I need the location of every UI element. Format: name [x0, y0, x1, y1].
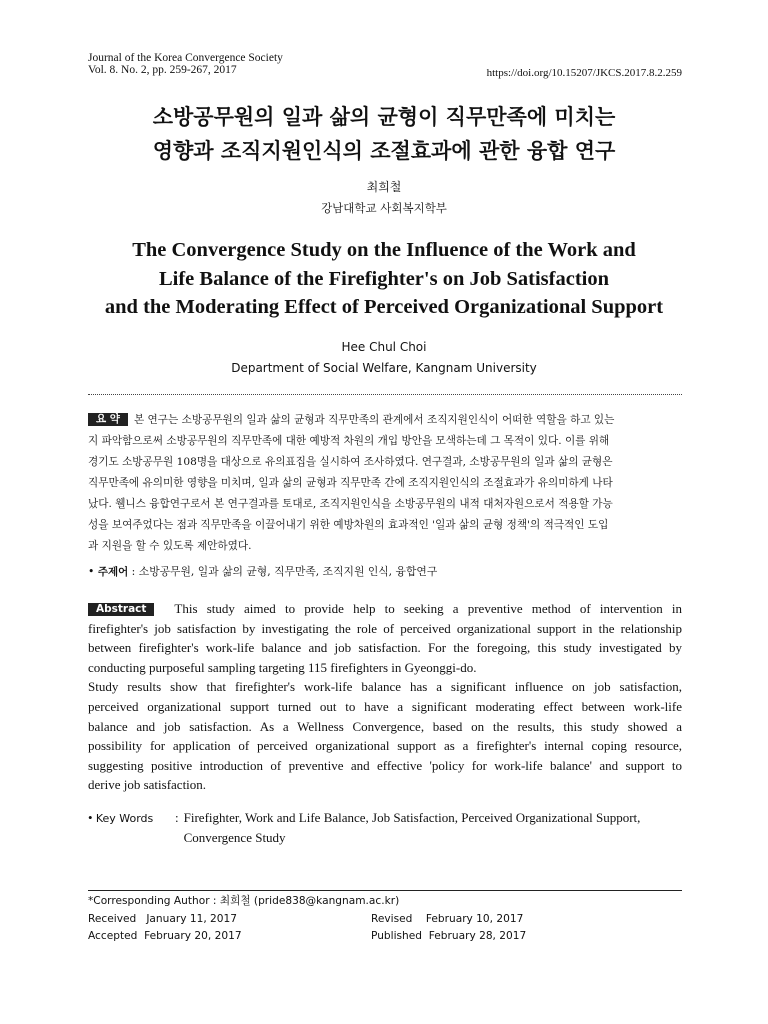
korean-title-line-2: 영향과 조직지원인식의 조절효과에 관한 융합 연구 — [152, 139, 616, 163]
english-abstract-label: Abstract — [88, 603, 154, 616]
english-keywords: • Key Words : Firefighter, Work and Life Balance, Job Satisfaction, Perceived Organizational Support, Convergence Study — [88, 808, 682, 848]
korean-abstract-line: 요 약 본 연구는 소방공무원의 일과 삶의 균형과 직무만족의 관계에서 조직지원인식이 어떠한 역할을 하고 있는 — [88, 410, 682, 431]
korean-keywords-value: 소방공무원, 일과 삶의 균형, 직무만족, 조직지원 인식, 융합연구 — [138, 565, 438, 578]
journal-info — [88, 52, 283, 76]
revised-date: February 10, 2017 — [425, 912, 524, 925]
accepted-label: Accepted — [88, 930, 138, 942]
english-keywords-label: Key Words — [95, 812, 154, 825]
english-abstract-line: possibility for application of perceived organizational support as a firefighter's internal coping resource, — [88, 738, 682, 754]
english-abstract-line: balance and job satisfaction. As a Wellness Convergence, based on the results, this study showed a — [88, 718, 682, 734]
received-date: January 11, 2017 — [146, 912, 238, 925]
english-keywords-value: Convergence Study — [183, 830, 286, 845]
korean-abstract-line: 지 파악함으로써 소방공무원의 직무만족에 대한 예방적 차원의 개입 방안을 모색하는데 그 목적이 있다. 이를 위해 — [88, 435, 610, 447]
received-label: Received — [88, 912, 137, 925]
english-author: Hee Chul Choi — [341, 340, 427, 354]
journal-name: Journal of the Korea Convergence Society — [88, 52, 283, 64]
english-abstract-line: Abstract This study aimed to provide help to seeking a preventive method of intervention in — [88, 599, 682, 619]
korean-affiliation: 강남대학교 사회복지학부 — [321, 201, 447, 215]
published-label: Published — [371, 930, 423, 942]
korean-abstract-line: 났다. 웰니스 융합연구로서 본 연구결과를 토대로, 조직지원인식을 소방공무원의 내적 대처자원으로서 적용할 가능 — [88, 498, 613, 510]
footer-divider — [88, 890, 682, 891]
korean-abstract — [88, 410, 682, 557]
korean-title — [60, 100, 708, 168]
english-abstract-line: firefighter's job satisfaction by investigating the role of perceived organizational support in the relationship — [88, 620, 682, 636]
english-title — [60, 236, 708, 322]
korean-author: 최희철 — [366, 180, 402, 194]
english-abstract-line: derive job satisfaction. — [88, 777, 207, 793]
corresponding-author: *Corresponding Author : 최희철 (pride838@kangnam.ac.kr) — [88, 895, 400, 907]
doi-link[interactable]: https://doi.org/10.15207/JKCS.2017.8.2.259 — [486, 67, 682, 79]
korean-abstract-line: 성을 보여주었다는 점과 직무만족을 이끌어내기 위한 예방차원의 효과적인 '일과 삶의 균형 정책'의 적극적인 도입 — [88, 519, 609, 531]
bullet-icon: • — [88, 810, 96, 825]
korean-abstract-line: 직무만족에 유의미한 영향을 미치며, 일과 삶의 균형과 직무만족 간에 조직지원인식의 조절효과가 유의미하게 나타 — [88, 477, 613, 489]
english-abstract-line: conducting purposeful sampling targeting 115 firefighters in Gyeonggi-do. — [88, 659, 477, 675]
english-abstract-line: perceived organizational support turned out to have a significant moderating effect between work-life — [88, 698, 682, 714]
english-title-line-2: Life Balance of the Firefighter's on Job Satisfaction — [158, 267, 609, 290]
section-divider — [88, 394, 682, 395]
korean-keywords-label: 주제어 — [97, 566, 129, 578]
english-abstract — [88, 599, 682, 795]
english-title-line-3: and the Moderating Effect of Perceived Organizational Support — [104, 296, 664, 318]
korean-abstract-line: 과 지원을 할 수 있도록 제안하였다. — [88, 540, 252, 552]
accepted-date: February 20, 2017 — [144, 930, 242, 942]
english-title-line-1: The Convergence Study on the Influence of the Work and — [132, 239, 636, 261]
article-footer — [88, 893, 682, 946]
english-abstract-line: suggesting positive introduction of preventive and effective 'policy for work-life balance' and support to — [88, 757, 682, 773]
english-affiliation: Department of Social Welfare, Kangnam University — [231, 361, 537, 375]
korean-title-line-1: 소방공무원의 일과 삶의 균형이 직무만족에 미치는 — [152, 105, 616, 129]
published-date: February 28, 2017 — [428, 930, 527, 942]
english-abstract-line: Study results show that firefighter's work-life balance has a significant influence on job satisfaction, — [88, 679, 682, 695]
korean-keywords: • 주제어 : 소방공무원, 일과 삶의 균형, 직무만족, 조직지원 인식, 융합연구 — [88, 565, 438, 578]
korean-abstract-line: 경기도 소방공무원 108명을 대상으로 유의표집을 실시하여 조사하였다. 연구결과, 소방공무원의 일과 삶의 균형은 — [88, 456, 613, 468]
bullet-icon: • — [88, 565, 98, 578]
korean-abstract-label: 요 약 — [88, 413, 128, 426]
english-abstract-line: between firefighter's work-life balance and job satisfaction. For the foregoing, this study investigated by — [88, 640, 682, 656]
english-keywords-value: Firefighter, Work and Life Balance, Job Satisfaction, Perceived Organizational Support, — [183, 810, 641, 825]
volume-info: Vol. 8. No. 2, pp. 259-267, 2017 — [88, 64, 237, 76]
revised-label: Revised — [371, 912, 413, 925]
